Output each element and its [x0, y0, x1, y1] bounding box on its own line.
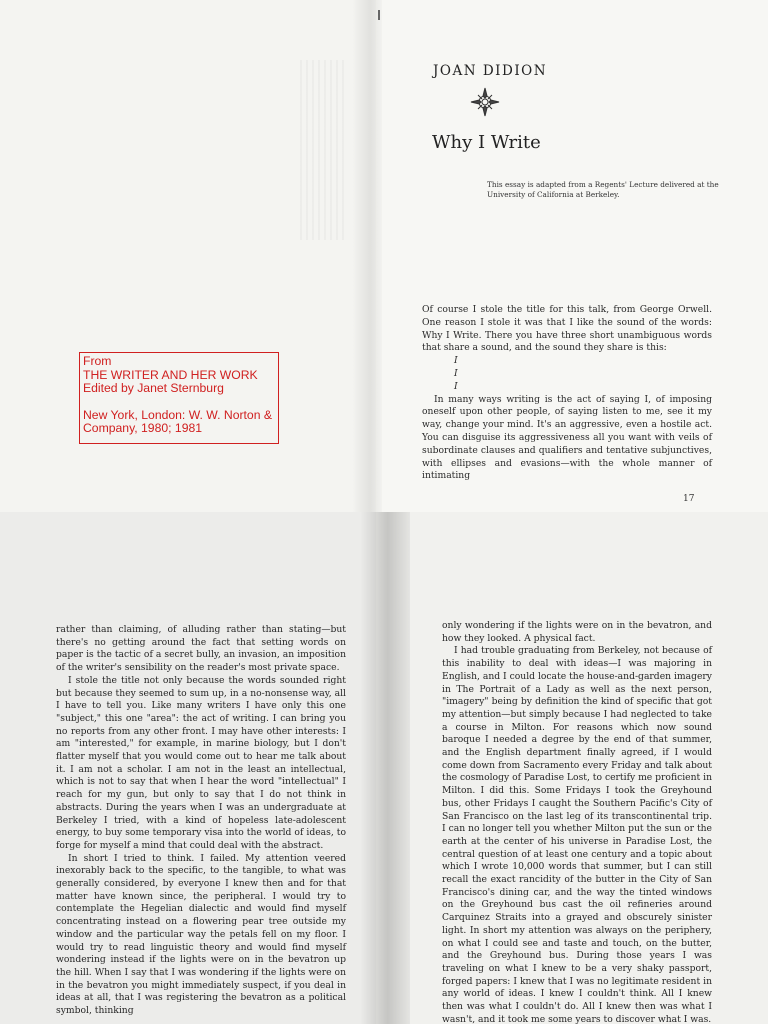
book-gutter	[360, 512, 410, 1024]
source-line-book-title: THE WRITER AND HER WORK	[83, 367, 258, 382]
right-page-text	[442, 620, 712, 1024]
source-line-years: Company, 1980; 1981	[83, 421, 203, 435]
source-line-editor: Edited by Janet Sternburg	[83, 381, 224, 395]
paragraph: I had trouble graduating from Berkeley, not because of this inability to deal with ideas—I was majoring in English, and I could locate the house-and-garden imagery in The Portrait of a Lady as well as the next person, "imagery" being by definition the kind of specific that got my attention—but simply because I had neglected to take a course in Milton. For reasons which now sound baroque I needed a degree by the end of that summer, and the English department finally agreed, if I would come down from Sacramento every Friday and talk about the cosmology of Paradise Lost, to certify me proficient in Milton. I did this. Some Fridays I took the Greyhound bus, other Fridays I caught the Southern Pacific's City of San Francisco on the last leg of its transcontinental trip. I can no longer tell you whether Milton put the sun or the earth at the center of his universe in Paradise Lost, the central question of at least one century and a topic about which I wrote 10,000 words that summer, but I can still recall the exact rancidity of the butter in the City of San Francisco's dining car, and the way the tinted windows on the Greyhound bus cast the oil refineries around Carquinez Straits into a grayed and obscurely sinister light. In short my attention was always on the periphery, on what I could see and taste and touch, on the butter, and the Greyhound bus. During those years I was traveling on what I knew to be a very shaky passport, forged papers: I knew that I was no legitimate resident in any world of ideas. I knew I couldn't think. All I knew then was what I couldn't do. All I knew then was what I wasn't, and it took me some years to discover what I was.	[442, 645, 712, 1024]
spine-mark	[378, 10, 380, 20]
pronoun-line: I	[454, 367, 458, 379]
author-name: JOAN DIDION	[433, 63, 548, 79]
pronoun-line: I	[454, 380, 458, 392]
pronoun-line: I	[454, 355, 458, 367]
paragraph: Of course I stole the title for this talk, from George Orwell. One reason I stole it was that I like the sound of the words: Why I Write. There you have three short unambiguous words that share a sound, and the sound they share is this:	[422, 304, 712, 354]
paragraph: only wondering if the lights were on in the bevatron, and how they looked. A physical fact.	[442, 620, 712, 644]
left-page-text	[56, 624, 346, 1018]
bottom-spread	[0, 512, 768, 1024]
compass-rose-ornament-icon	[470, 87, 500, 117]
page-number: 17	[683, 494, 695, 504]
source-line-from: From	[83, 354, 112, 368]
book-gutter	[352, 0, 382, 512]
show-through-texture	[300, 60, 348, 240]
paragraph: In many ways writing is the act of saying I, of imposing oneself upon other people, of saying listen to me, see it my way, change your mind. It's an aggressive, even a hostile act. You can disguise its aggressiveness all you want with veils of subordinate clauses and qualifiers and tentative subjunctives, with ellipses and evasions—with the whole manner of intimating	[422, 393, 712, 482]
essay-title: Why I Write	[432, 132, 541, 153]
paragraph: rather than claiming, of alluding rather than stating—but there's no getting around the fact that setting words on paper is the tactic of a secret bully, an invasion, an imposition of the writer's sensibility on the reader's most private space.	[56, 624, 346, 674]
source-line-publisher: New York, London: W. W. Norton &	[83, 407, 272, 422]
essay-source-note: This essay is adapted from a Regents' Lecture delivered at the University of California at Berkeley.	[487, 180, 719, 199]
paragraph: I stole the title not only because the words sounded right but because they seemed to sum up, in a no-nonsense way, all I have to tell you. Like many writers I have only this one "subject," this one "area": the act of writing. I can bring you no reports from any other front. I may have other interests: I am "interested," for example, in marine biology, but I don't flatter myself that you would come out to hear me talk about it. I am not a scholar. I am not in the least an intellectual, which is not to say that when I hear the word "intellectual" I reach for my gun, but only to say that I do not think in abstracts. During the years when I was an undergraduate at Berkeley I tried, with a kind of hopeless late-adolescent energy, to buy some temporary visa into the world of ideas, to forge for myself a mind that could deal with the abstract.	[56, 674, 346, 851]
essay-opening-text	[422, 304, 712, 483]
source-citation-box	[79, 352, 279, 444]
paragraph: In short I tried to think. I failed. My attention veered inexorably back to the specific, to the tangible, to what was generally considered, by everyone I knew then and for that matter have known since, the peripheral. I would try to contemplate the Hegelian dialectic and would find myself concentrating instead on a flowering pear tree outside my window and the particular way the petals fell on my floor. I would try to read linguistic theory and would find myself wondering instead if the lights were on in the bevatron up the hill. When I say that I was wondering if the lights were on in the bevatron you might immediately suspect, if you deal in ideas at all, that I was registering the bevatron as a political symbol, thinking	[56, 852, 346, 1017]
